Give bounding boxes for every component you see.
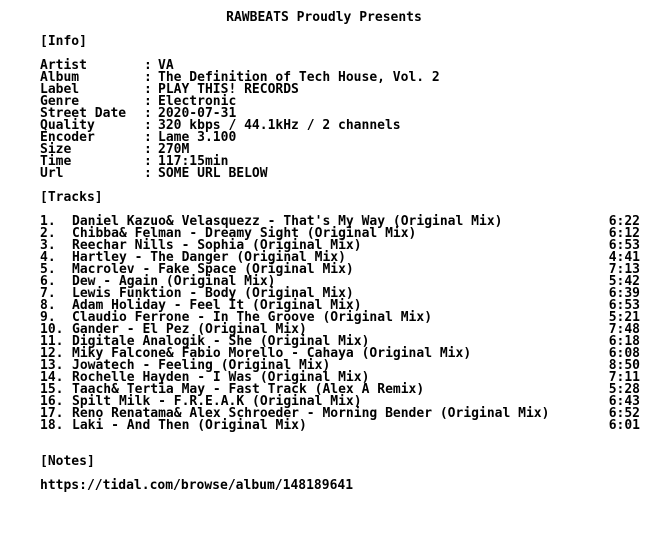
track-title: Macrolev - Fake Space (Original Mix) — [72, 262, 354, 277]
info-separator: : — [144, 166, 152, 181]
track-number: 16. — [40, 394, 64, 409]
info-separator: : — [144, 154, 152, 169]
track-duration: 7:13 — [608, 262, 640, 277]
track-number: 17. — [40, 406, 64, 421]
track-number: 5. — [40, 262, 56, 277]
info-separator: : — [144, 130, 152, 145]
track-duration: 5:28 — [608, 382, 640, 397]
track-duration: 7:48 — [608, 322, 640, 337]
track-duration: 8:50 — [608, 358, 640, 373]
track-title: Daniel Kazuo& Velasquezz - That's My Way (Original Mix) — [72, 214, 503, 229]
track-number: 18. — [40, 418, 64, 433]
track-duration: 6:39 — [608, 286, 640, 301]
info-value: Electronic — [158, 94, 237, 109]
track-title: Miky Falcone& Fabio Morello - Cahaya (Original Mix) — [72, 346, 472, 361]
track-number: 6. — [40, 274, 56, 289]
track-duration: 5:42 — [608, 274, 640, 289]
track-number: 9. — [40, 310, 56, 325]
track-title: Claudio Ferrone - In The Groove (Original Mix) — [72, 310, 433, 325]
info-value: The Definition of Tech House, Vol. 2 — [158, 70, 440, 85]
info-key: Size — [40, 142, 72, 157]
info-value: VA — [158, 58, 174, 73]
track-duration: 6:52 — [608, 406, 640, 421]
track-title: Reechar Nills - Sophia (Original Mix) — [72, 238, 362, 253]
notes-heading: [Notes] — [40, 454, 95, 469]
track-duration: 6:53 — [608, 298, 640, 313]
info-separator: : — [144, 82, 152, 97]
track-duration: 6:12 — [608, 226, 640, 241]
info-key: Genre — [40, 94, 80, 109]
track-number: 3. — [40, 238, 56, 253]
track-duration: 6:53 — [608, 238, 640, 253]
track-number: 8. — [40, 298, 56, 313]
track-title: Taach& Tertia May - Fast Track (Alex A Remix) — [72, 382, 425, 397]
track-title: Chibba& Felman - Dreamy Sight (Original Mix) — [72, 226, 417, 241]
info-value: SOME URL BELOW — [158, 166, 268, 181]
track-number: 7. — [40, 286, 56, 301]
info-heading: [Info] — [40, 34, 87, 49]
track-duration: 6:01 — [608, 418, 640, 433]
info-key: Label — [40, 82, 80, 97]
track-duration: 6:18 — [608, 334, 640, 349]
info-key: Street Date — [40, 106, 127, 121]
track-list — [40, 216, 640, 432]
track-number: 11. — [40, 334, 64, 349]
info-value: 2020-07-31 — [158, 106, 237, 121]
info-separator: : — [144, 118, 152, 133]
info-separator: : — [144, 142, 152, 157]
track-title: Reno Renatama& Alex Schroeder - Morning Bender (Original Mix) — [72, 406, 550, 421]
info-value: 117:15min — [158, 154, 229, 169]
track-number: 10. — [40, 322, 64, 337]
track-duration: 6:22 — [608, 214, 640, 229]
track-number: 13. — [40, 358, 64, 373]
track-duration: 7:11 — [608, 370, 640, 385]
notes-text: https://tidal.com/browse/album/148189641 — [40, 478, 354, 493]
track-duration: 4:41 — [608, 250, 640, 265]
track-number: 2. — [40, 226, 56, 241]
track-number: 15. — [40, 382, 64, 397]
info-separator: : — [144, 70, 152, 85]
track-title: Jowatech - Feeling (Original Mix) — [72, 358, 331, 373]
info-separator: : — [144, 58, 152, 73]
info-key: Time — [40, 154, 72, 169]
track-title: Rochelle Hayden - I Was (Original Mix) — [72, 370, 370, 385]
track-title: Dew - Again (Original Mix) — [72, 274, 276, 289]
track-number: 4. — [40, 250, 56, 265]
track-row — [40, 420, 640, 432]
info-value: 270M — [158, 142, 190, 157]
track-duration: 5:21 — [608, 310, 640, 325]
track-title: Adam Holiday - Feel It (Original Mix) — [72, 298, 362, 313]
info-value: Lame 3.100 — [158, 130, 237, 145]
page-title: RAWBEATS Proudly Presents — [226, 10, 422, 25]
info-value: 320 kbps / 44.1kHz / 2 channels — [158, 118, 401, 133]
info-key: Album — [40, 70, 80, 85]
track-number: 1. — [40, 214, 56, 229]
track-title: Gander - El Pez (Original Mix) — [72, 322, 307, 337]
tracks-heading: [Tracks] — [40, 190, 103, 205]
info-key: Quality — [40, 118, 95, 133]
track-number: 14. — [40, 370, 64, 385]
info-value: PLAY THIS! RECORDS — [158, 82, 299, 97]
info-key: Url — [40, 166, 64, 181]
track-title: Digitale Analogik - She (Original Mix) — [72, 334, 370, 349]
track-title: Hartley - The Danger (Original Mix) — [72, 250, 346, 265]
info-separator: : — [144, 106, 152, 121]
track-title: Spilt Milk - F.R.E.A.K (Original Mix) — [72, 394, 362, 409]
info-separator: : — [144, 94, 152, 109]
track-duration: 6:43 — [608, 394, 640, 409]
info-key: Encoder — [40, 130, 95, 145]
info-key: Artist — [40, 58, 87, 73]
track-number: 12. — [40, 346, 64, 361]
track-title: Laki - And Then (Original Mix) — [72, 418, 307, 433]
track-duration: 6:08 — [608, 346, 640, 361]
track-title: Lewis Funktion - Body (Original Mix) — [72, 286, 354, 301]
